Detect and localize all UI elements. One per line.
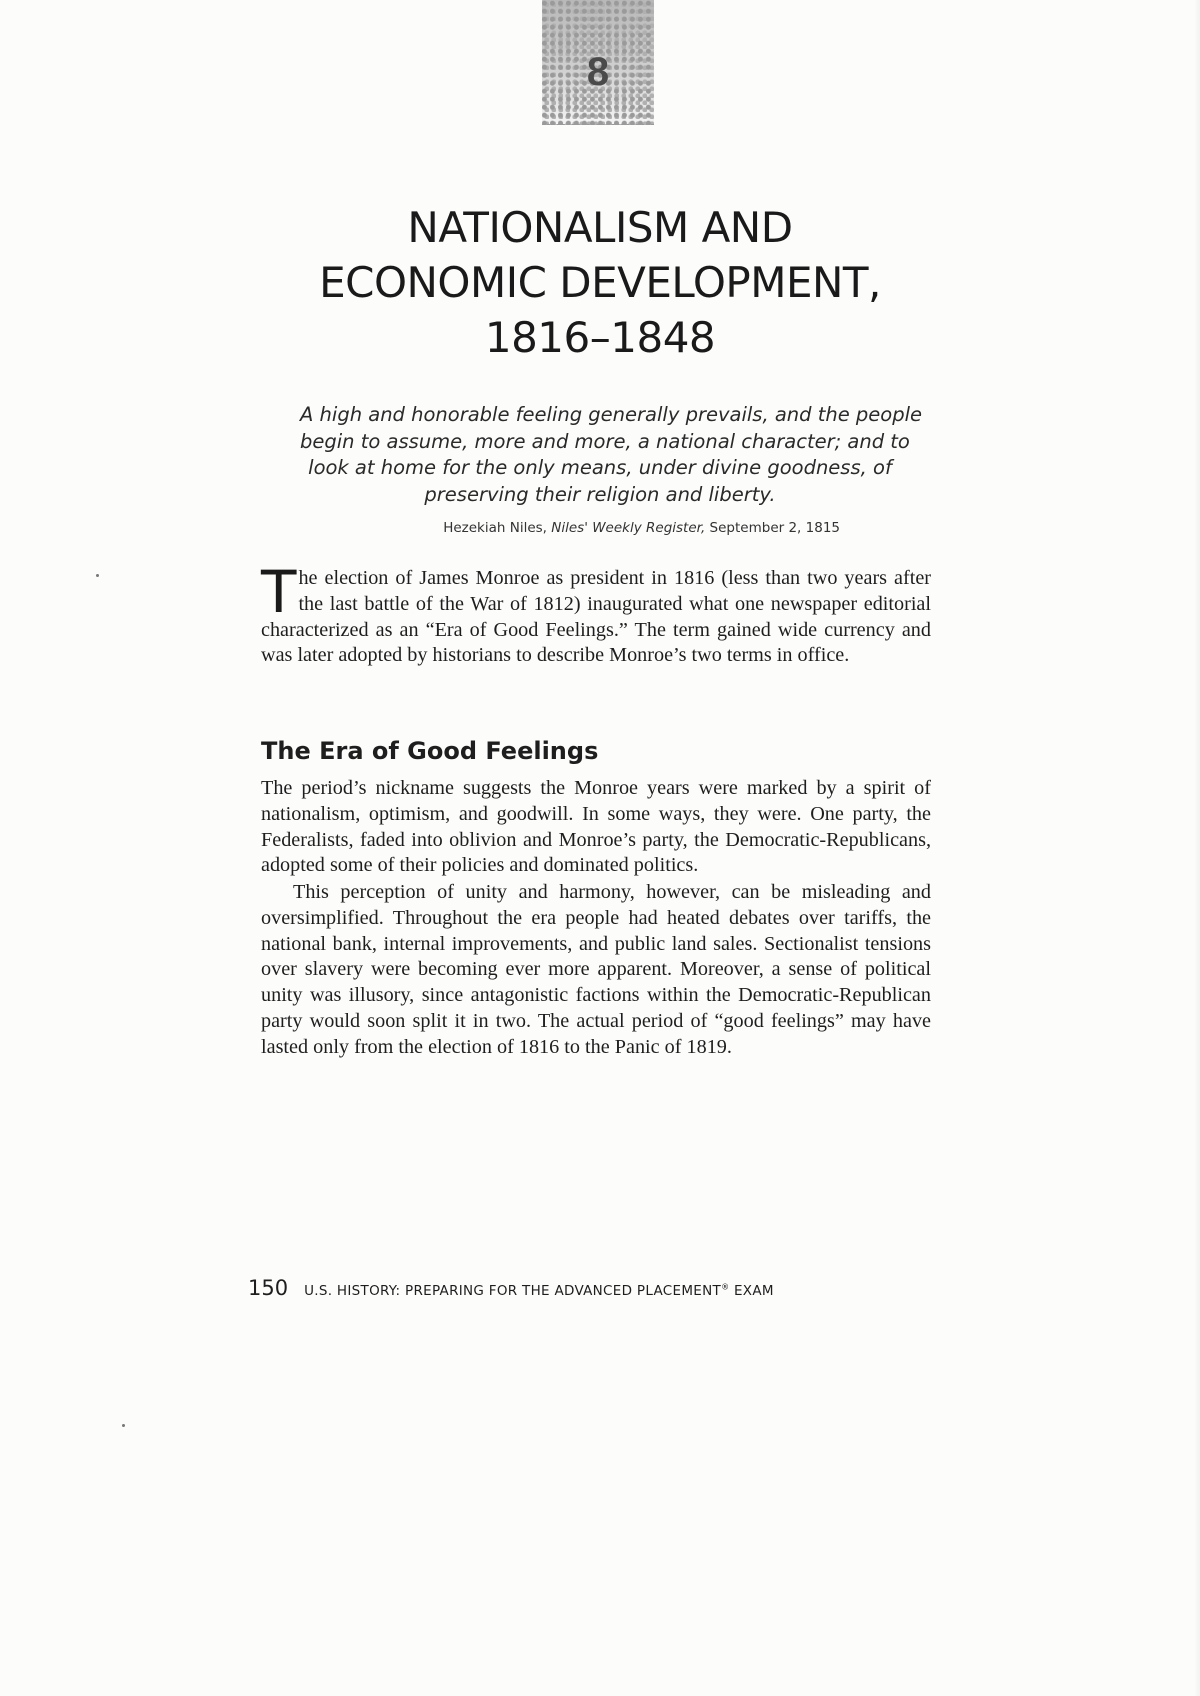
page-edge-shadow — [1194, 0, 1200, 1696]
running-head — [304, 1283, 774, 1299]
chapter-title-line: ECONOMIC DEVELOPMENT, — [319, 258, 881, 307]
chapter-number: 8 — [586, 50, 610, 94]
chapter-title — [200, 200, 1000, 365]
body-paragraph: The period’s nickname suggests the Monroe years were marked by a spirit of nationalism, optimism, and goodwill. In some ways, they were. One party, the Federalists, faded into oblivion and Monroe’s party, the Democratic-Republicans, adopted some of their policies and dominated politics. — [261, 777, 931, 877]
attribution-date: September 2, 1815 — [705, 520, 840, 536]
epigraph-line: begin to assume, more and more, a national character; and to — [300, 429, 910, 453]
running-head-end: EXAM — [729, 1283, 774, 1299]
epigraph-line: A high and honorable feeling generally prevails, and the people — [300, 403, 923, 426]
body-paragraph: This perception of unity and harmony, however, can be misleading and oversimplified. Throughout the era people had heated debates over tariffs, the national bank, internal improvements, and public land sales. Sectionalist tensions over slavery were becoming ever more apparent. Moreover, a sense of political unity was illusory, since antagonistic factions within the Democratic-Republican party would soon split it in two. The actual period of “good feelings” may have lasted only from the election of 1816 to the Panic of 1819. — [261, 881, 931, 1058]
page-number: 150 — [248, 1276, 289, 1300]
scan-speck — [122, 1424, 125, 1427]
chapter-title-line: 1816–1848 — [484, 313, 716, 362]
attribution-source: Niles' Weekly Register, — [551, 520, 706, 536]
drop-cap: T — [261, 558, 297, 626]
epigraph-line: look at home for the only means, under divine goodness, of — [308, 456, 892, 479]
epigraph-attribution — [430, 520, 840, 536]
epigraph-line: preserving their religion and liberty. — [424, 482, 776, 506]
attribution-author: Hezekiah Niles, — [443, 520, 552, 536]
intro-paragraph — [261, 558, 931, 669]
section-heading: The Era of Good Feelings — [261, 737, 599, 765]
page-footer — [248, 1276, 774, 1300]
intro-text: he election of James Monroe as president in 1816 (less than two years after the last battle of the War of 1812) inaugurated what one newspaper editorial characterized as an “Era of Good Feelings.” The term gained wide currency and was later adopted by historians to describe Monroe’s two terms in office. — [261, 567, 931, 667]
chapter-badge — [542, 0, 654, 125]
running-head-text: U.S. HISTORY: PREPARING FOR THE ADVANCED PLACEMENT — [304, 1283, 722, 1299]
epigraph-quote — [300, 402, 923, 508]
scan-speck — [96, 574, 99, 577]
registered-mark: ® — [721, 1282, 730, 1292]
chapter-title-line: NATIONALISM AND — [407, 203, 793, 252]
